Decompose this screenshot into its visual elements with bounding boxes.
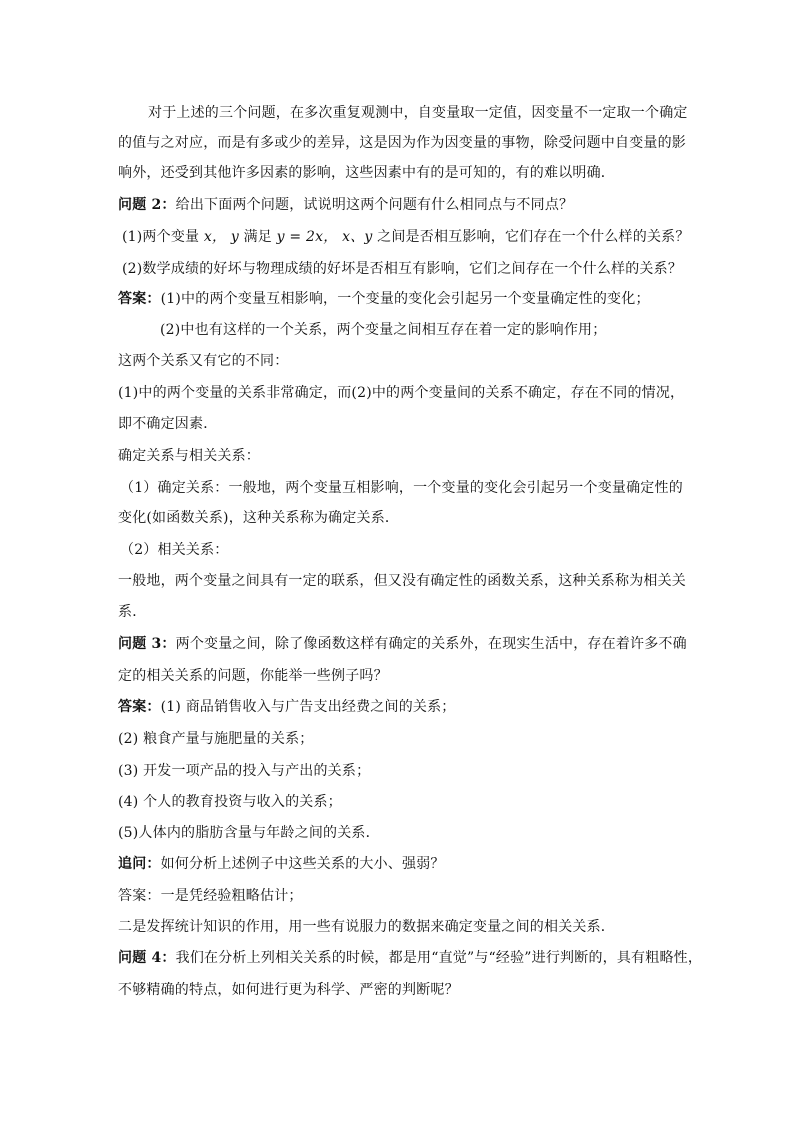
answer-label: 答案： bbox=[118, 699, 161, 715]
math-vars: x， y bbox=[203, 229, 239, 245]
answer-text: (1)中的两个变量互相影响，一个变量的变化会引起另一个变量确定性的变化； bbox=[160, 291, 650, 307]
followup-answer-line: 答案：一是凭经验粗略估计； bbox=[118, 888, 303, 904]
answer-item: (4) 个人的教育投资与收入的关系； bbox=[118, 794, 342, 810]
answer-line: 这两个关系又有它的不同： bbox=[118, 353, 289, 369]
followup-question bbox=[118, 854, 445, 874]
paragraph-line: 响外，还受到其他许多因素的影响，这些因素中有的是可知的，有的难以明确． bbox=[118, 165, 615, 181]
answer-2 bbox=[118, 289, 650, 309]
answer-item: (2) 粮食产量与施肥量的关系； bbox=[118, 731, 314, 747]
question-2 bbox=[118, 195, 573, 215]
answer-line: (1)中的两个变量的关系非常确定，而(2)中的两个变量间的关系不确定，存在不同的情况， bbox=[118, 385, 685, 401]
followup-text: 如何分析上述例子中这些关系的大小、强弱？ bbox=[160, 856, 445, 872]
question-item-2: (2)数学成绩的好坏与物理成绩的好坏是否相互有影响，它们之间存在一个什么样的关系？ bbox=[122, 261, 683, 277]
followup-label: 追问： bbox=[118, 856, 161, 872]
definition-heading: （2）相关关系： bbox=[120, 542, 229, 558]
question-text: 两个变量之间，除了像函数这样有确定的关系外，在现实生活中，存在着许多不确 bbox=[175, 636, 687, 652]
item-text: 满足 bbox=[243, 229, 273, 245]
answer-item: (3) 开发一项产品的投入与产出的关系； bbox=[118, 763, 371, 779]
question-line: 定的相关关系的问题，你能举一些例子吗？ bbox=[118, 668, 388, 684]
question-4 bbox=[118, 948, 702, 968]
question-text: 我们在分析上列相关关系的时候，都是用“直觉”与“经验”进行判断的，具有粗略性， bbox=[175, 950, 703, 966]
answer-3 bbox=[118, 697, 456, 717]
question-item-1 bbox=[122, 227, 690, 247]
question-label: 问题 3： bbox=[118, 636, 176, 652]
answer-line: 即不确定因素． bbox=[118, 416, 218, 432]
question-text: 给出下面两个问题，试说明这两个问题有什么相同点与不同点？ bbox=[175, 197, 574, 213]
definition-line: 系． bbox=[118, 604, 147, 620]
item-text: (1)两个变量 bbox=[122, 229, 200, 245]
question-line: 不够精确的特点，如何进行更为科学、严密的判断呢？ bbox=[118, 982, 459, 998]
paragraph-line: 对于上述的三个问题，在多次重复观测中，自变量取一定值，因变量不一定取一个确定 bbox=[148, 105, 688, 121]
answer-item: (5)人体内的脂肪含量与年龄之间的关系． bbox=[118, 825, 380, 841]
followup-answer-line: 二是发挥统计知识的作用，用一些有说服力的数据来确定变量之间的相关关系． bbox=[118, 919, 615, 935]
question-3 bbox=[118, 634, 687, 654]
question-label: 问题 2： bbox=[118, 197, 176, 213]
answer-line: (2)中也有这样的一个关系，两个变量之间相互存在着一定的影响作用； bbox=[160, 322, 607, 338]
item-text: 之间是否相互影响，它们存在一个什么样的关系？ bbox=[377, 229, 690, 245]
math-equation: y = 2x， x、y bbox=[276, 229, 373, 245]
definitions-heading: 确定关系与相关关系： bbox=[118, 448, 260, 464]
definition-line: 一般地，两个变量之间具有一定的联系，但又没有确定性的函数关系，这种关系称为相关关 bbox=[118, 573, 686, 589]
definition-line: （1）确定关系：一般地，两个变量互相影响，一个变量的变化会引起另一个变量确定性的 bbox=[120, 480, 683, 496]
question-label: 问题 4： bbox=[118, 950, 176, 966]
paragraph-line: 的值与之对应，而是有多或少的差异，这是因为作为因变量的事物，除受问题中自变量的影 bbox=[118, 135, 686, 151]
answer-label: 答案： bbox=[118, 291, 161, 307]
answer-item: (1) 商品销售收入与广告支出经费之间的关系； bbox=[160, 699, 456, 715]
definition-line: 变化(如函数关系)，这种关系称为确定关系． bbox=[118, 510, 400, 526]
